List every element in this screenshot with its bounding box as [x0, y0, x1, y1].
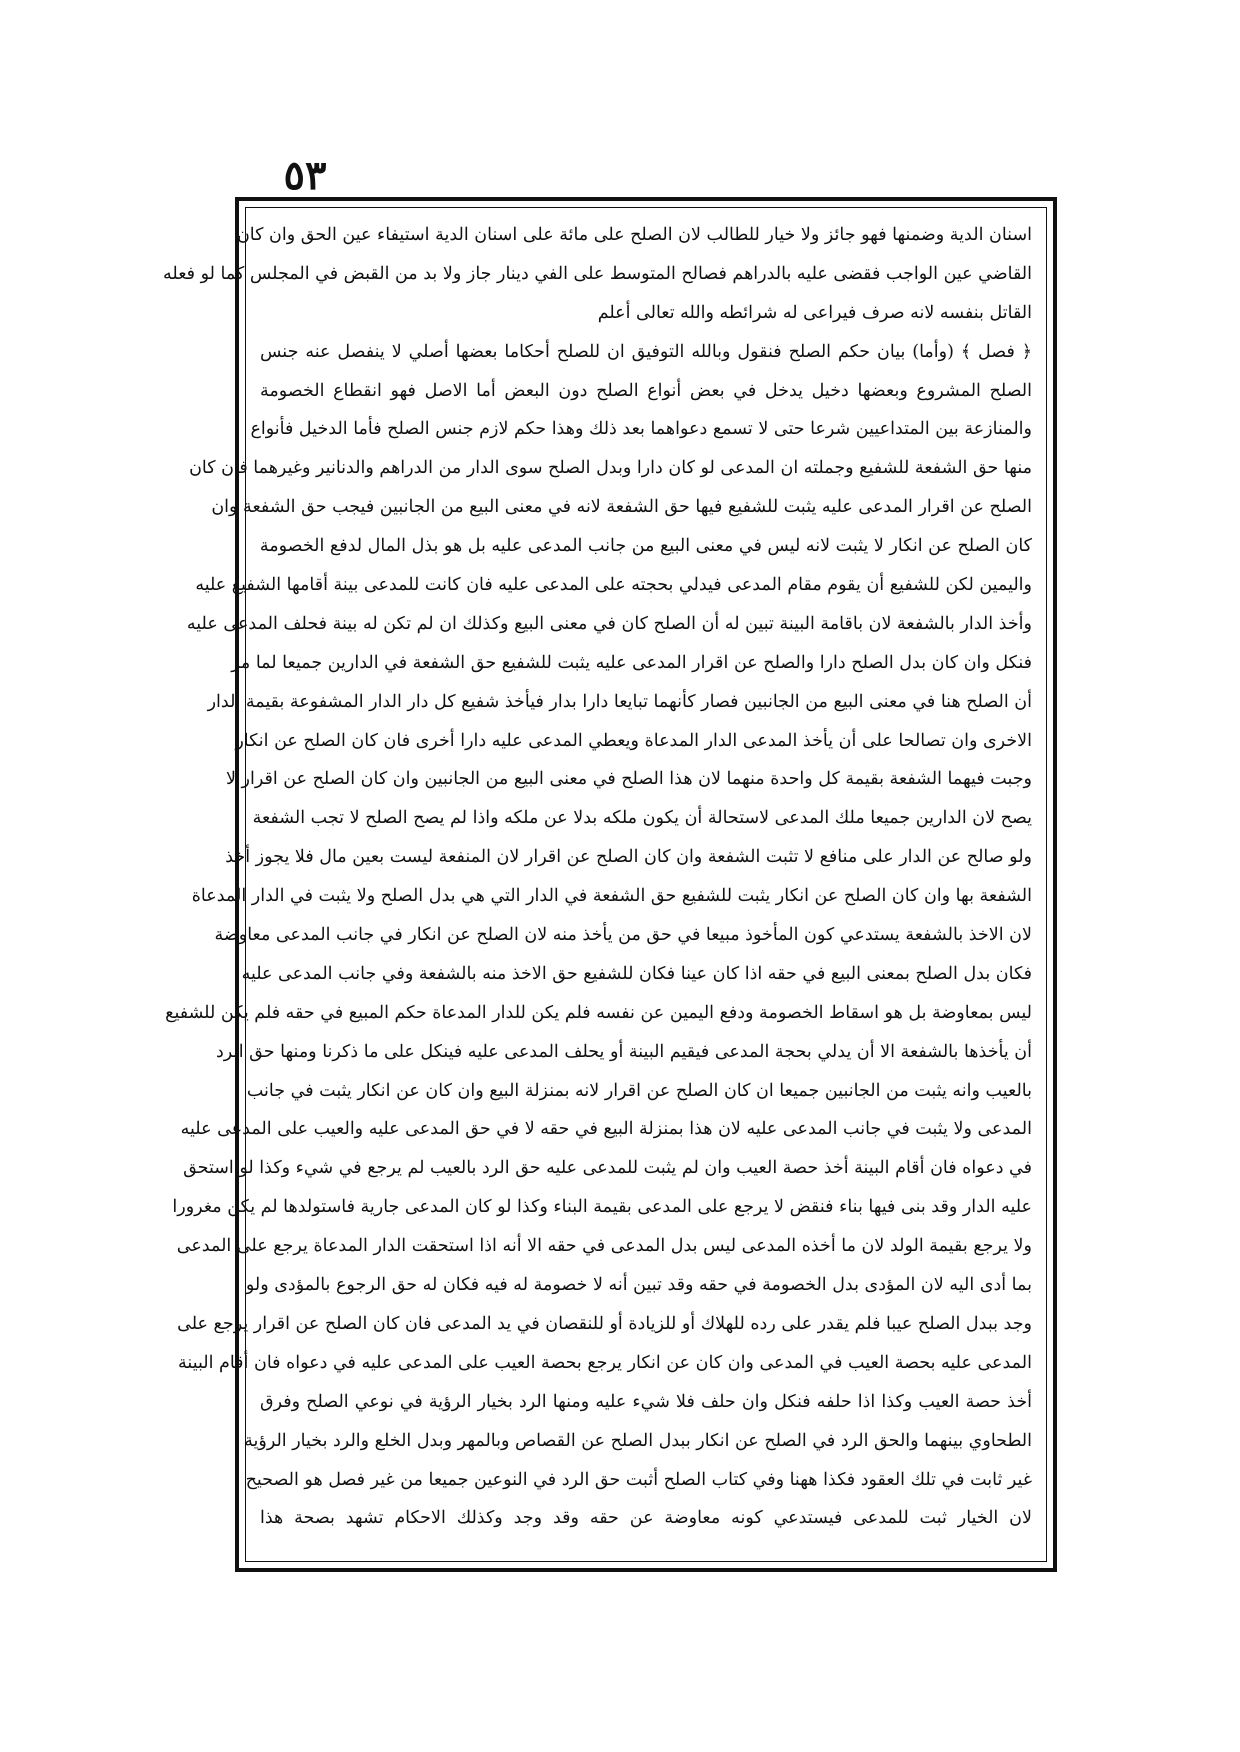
text-line: وأخذ الدار بالشفعة لان باقامة البينة تبين له أن الصلح كان في معنى البيع وكذلك ان لم تكن له بينة فحلف المدعى عليه	[186, 613, 1032, 634]
body-text	[163, 216, 1032, 1553]
text-line: غير ثابت في تلك العقود فكذا ههنا وفي كتاب الصلح أثبت حق الرد في النوعين جميعا من غير فصل هو الصحيح	[245, 1469, 1032, 1490]
text-line: فنكل وان كان بدل الصلح دارا والصلح عن اقرار المدعى عليه يثبت للشفيع حق الشفعة في الدارين جميعا لما مر	[231, 652, 1032, 673]
text-line: المدعى ولا يثبت في جانب المدعى عليه لان هذا بمنزلة البيع في حقه لا في حق المدعى عليه والعيب على المدعى عليه	[180, 1119, 1032, 1140]
text-line: ليس بمعاوضة بل هو اسقاط الخصومة ودفع اليمين عن نفسه فلم يكن للدار المدعاة حكم المبيع في حقه فلم يكن للشفيع	[165, 1002, 1032, 1023]
text-line: لان الاخذ بالشفعة يستدعي كون المأخوذ مبيعا في حق من يأخذ منه لان الصلح عن انكار في جانب المدعى معاوضة	[214, 925, 1032, 946]
page-frame-inner	[163, 207, 1047, 1562]
text-line: واليمين لكن للشفيع أن يقوم مقام المدعى فيدلي بحجته على المدعى عليه فان كانت للمدعى بينة أقامها الشفيع عليه	[195, 575, 1032, 596]
text-line: الصلح المشروع وبعضها دخيل يدخل في بعض أنواع الصلح دون البعض أما الاصل فهو انقطاع الخصومة	[260, 380, 1032, 401]
text-line: اسنان الدية وضمنها فهو جائز ولا خيار للطالب لان الصلح على مائة على اسنان الدية استيفاء عين الحق وان كان	[236, 225, 1032, 245]
text-line: أخذ حصة العيب وكذا اذا حلفه فنكل وان حلف فلا شيء عليه ومنها الرد بخيار الرؤية في نوعي الصلح وفرق	[260, 1391, 1032, 1412]
text-line: بما أدى اليه لان المؤدى بدل الخصومة في حقه وقد تبين أنه لا خصومة له فيه فكان له حق الرجوع بالمؤدى ولو	[245, 1275, 1032, 1296]
text-line: لان الخيار ثبت للمدعى فيستدعي كونه معاوضة عن حقه وقد وجد وكذلك الاحكام تشهد بصحة هذا	[260, 1508, 1032, 1529]
text-line: في دعواه فان أقام البينة أخذ حصة العيب وان لم يثبت للمدعى عليه حق الرد بالعيب لم يرجع في شيء وكذا لو استحق	[183, 1158, 1032, 1179]
text-line: ﴿ فصل ﴾ (وأما) بيان حكم الصلح فنقول وبالله التوفيق ان للصلح أحكاما بعضها أصلي لا ينفصل عنه جنس	[260, 341, 1032, 362]
text-line: الطحاوي بينهما والحق الرد في الصلح عن انكار ببدل الصلح عن القصاص وبالمهر وبدل الخلع والرد بخيار الرؤية	[244, 1430, 1032, 1451]
text-line: الشفعة بها وان كان الصلح عن انكار يثبت للشفيع حق الشفعة في الدار التي هي بدل الصلح ولا يثبت في الدار المدعاة	[191, 886, 1032, 907]
text-line: كان الصلح عن انكار لا يثبت لانه ليس في معنى البيع من جانب المدعى عليه بل هو بذل المال لدفع الخصومة	[259, 536, 1032, 557]
text-line: أن يأخذها بالشفعة الا أن يدلي بحجة المدعى فيقيم البينة أو يحلف المدعى عليه فينكل على ما ذكرنا ومنها حق الرد	[215, 1041, 1032, 1062]
text-line: والمنازعة بين المتداعيين شرعا حتى لا تسمع دعواهما بعد ذلك وهذا حكم لازم جنس الصلح فأما الدخيل فأنواع	[250, 419, 1032, 440]
text-line: منها حق الشفعة للشفيع وجملته ان المدعى لو كان دارا وبدل الصلح سوى الدار من الدراهم والدنانير وغيرهما فان كان	[189, 458, 1032, 479]
text-line: القاتل بنفسه لانه صرف فيراعى له شرائطه والله تعالى أعلم	[597, 302, 1032, 323]
text-line: أن الصلح هنا في معنى البيع من الجانبين فصار كأنهما تبايعا دارا بدار فيأخذ شفيع كل دار الدار المشفوعة بقيمة الدار	[207, 691, 1032, 712]
text-line: الصلح عن اقرار المدعى عليه يثبت للشفيع فيها حق الشفعة لانه في معنى البيع من الجانبين فيجب حق الشفعة وان	[211, 497, 1032, 518]
text-line: فكان بدل الصلح بمعنى البيع في حقه اذا كان عينا فكان للشفيع حق الاخذ منه بالشفعة وفي جانب المدعى عليه	[241, 963, 1032, 984]
text-line: وجبت فيهما الشفعة بقيمة كل واحدة منهما لان هذا الصلح في معنى البيع من الجانبين وان كان الصلح عن اقرار لا	[226, 769, 1032, 790]
text-line: يصح لان الدارين جميعا ملك المدعى لاستحالة أن يكون ملكه بدلا عن ملكه واذا لم يصح الصلح لا تجب الشفعة	[252, 808, 1032, 829]
text-line: عليه الدار وقد بنى فيها بناء فنقض لا يرجع على المدعى بقيمة البناء وكذا لو كان المدعى جارية فاستولدها لم يكن مغرورا	[172, 1197, 1032, 1218]
text-line: وجد ببدل الصلح عيبا فلم يقدر على رده للهلاك أو للزيادة أو للنقصان في يد المدعى فان كان الصلح عن اقرار يرجع على	[177, 1313, 1032, 1334]
text-line: بالعيب وانه يثبت من الجانبين جميعا ان كان الصلح عن اقرار لانه بمنزلة البيع وان كان عن انكار يثبت في جانب	[246, 1080, 1032, 1101]
text-line: القاضي عين الواجب فقضى عليه بالدراهم فصالح المتوسط على الفي دينار جاز ولا بد من القبض في المجلس كما لو فعله	[163, 263, 1032, 284]
text-line: الاخرى وان تصالحا على أن يأخذ المدعى الدار المدعاة ويعطي المدعى عليه دارا أخرى فان كان الصلح عن انكار	[235, 730, 1032, 751]
text-line: ولا يرجع بقيمة الولد لان ما أخذه المدعى ليس بدل المدعى في حقه الا أنه اذا استحقت الدار المدعاة يرجع على المدعى	[176, 1236, 1032, 1257]
page-frame	[163, 197, 1057, 1572]
text-line: المدعى عليه بحصة العيب في المدعى وان كان عن انكار يرجع بحصة العيب على المدعى عليه في دعواه فان أقام البينة	[178, 1352, 1032, 1373]
text-line: ولو صالح عن الدار على منافع لا تثبت الشفعة وان كان الصلح عن اقرار لان المنفعة ليست بعين مال فلا يجوز أخذ	[225, 847, 1032, 868]
page-number: ٥٣	[283, 152, 327, 199]
